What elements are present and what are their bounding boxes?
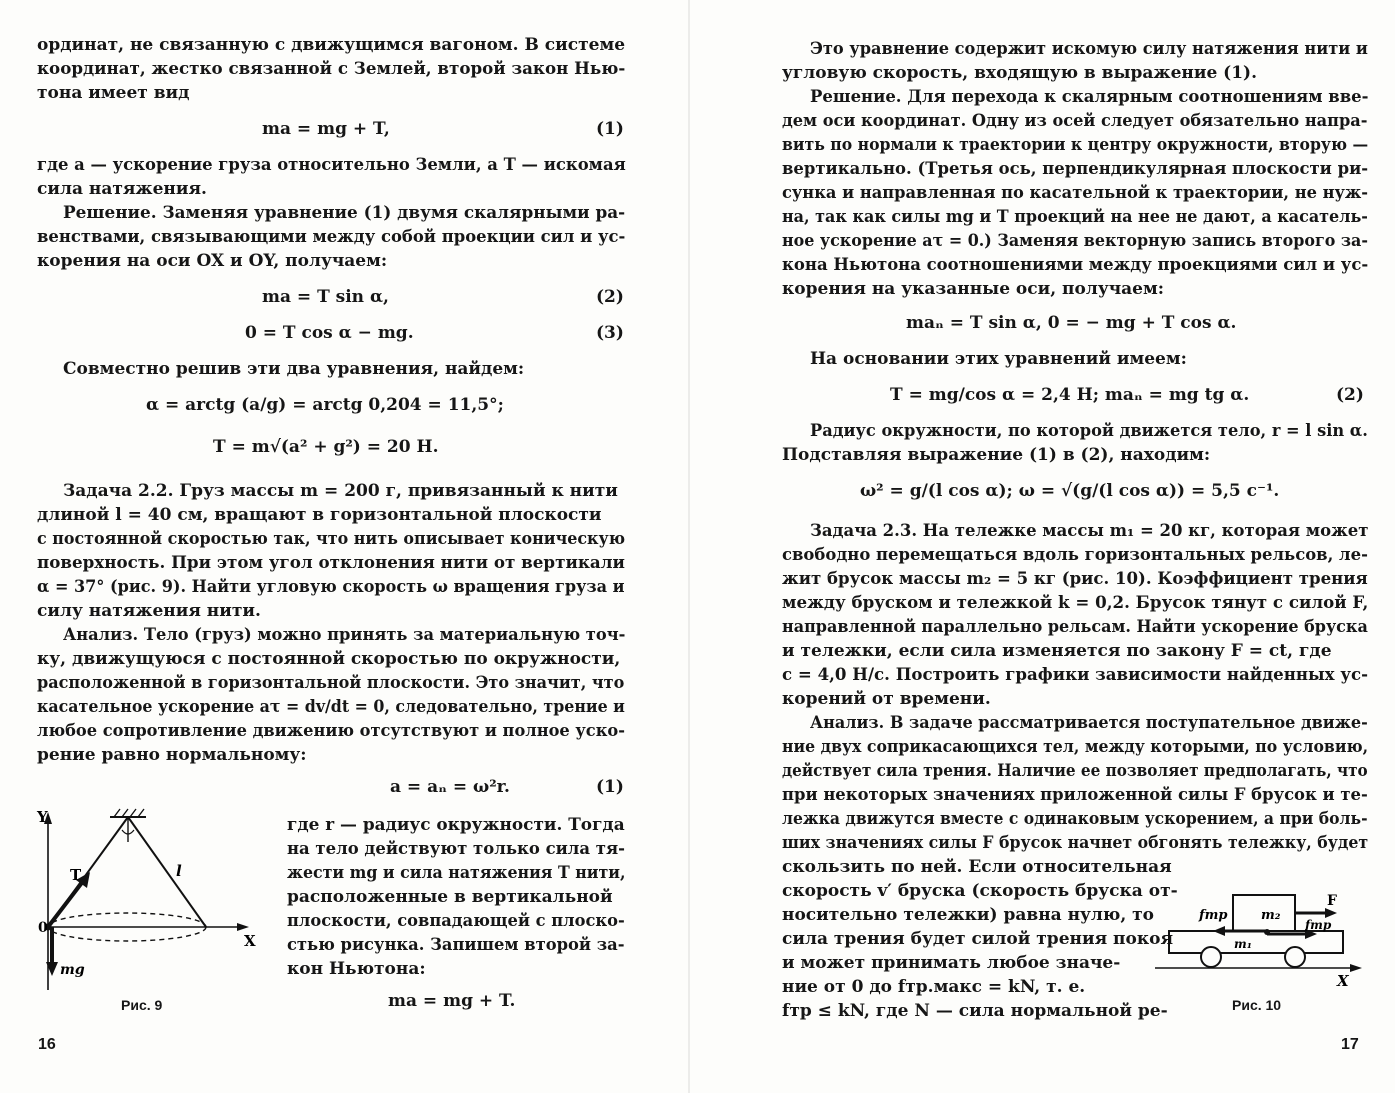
text-line: вертикально. (Третья ось, перпендикулярная плоскости ри- (782, 159, 1369, 179)
equation: ma = mg + T, (262, 119, 390, 139)
equation: T = mg/cos α = 2,4 Н; maₙ = mg tg α. (890, 385, 1250, 405)
cart-wheel-left (1201, 947, 1221, 967)
text-line: на, так как силы mg и T проекций на нее не дают, а касатель- (782, 207, 1368, 227)
friction-label-right: fтр (1305, 918, 1332, 932)
left-page (0, 0, 680, 1093)
text-line: стью рисунка. Запишем второй за- (287, 935, 625, 955)
text-line: носительно тележки) равна нулю, то (782, 905, 1155, 925)
x-axis-label: X (1337, 972, 1349, 990)
text-line: где r — радиус окружности. Тогда (287, 815, 625, 835)
origin-label: 0 (38, 920, 48, 936)
equation: a = aₙ = ω²r. (390, 777, 510, 797)
text-line: жести mg и сила натяжения T нити, (287, 863, 626, 883)
right-page (700, 0, 1395, 1093)
figure-cart-and-block (1155, 885, 1380, 990)
text-line: корения на оси OX и OY, получаем: (37, 251, 388, 271)
text-line: Анализ. Тело (груз) можно принять за материальную точ- (63, 625, 626, 645)
friction-on-block-arrowhead (1213, 926, 1225, 936)
x-axis-label: X (244, 932, 256, 950)
text-line: любое сопротивление движению отсутствуют и полное уско- (37, 721, 625, 741)
text-line: кон Ньютона: (287, 959, 426, 979)
text-line: fтр ≤ kN, где N — сила нормальной ре- (782, 1001, 1168, 1021)
text-line: при некоторых значениях приложенной силы F брусок и те- (782, 785, 1368, 805)
text-line: ное ускорение aτ = 0.) Заменяя векторную запись второго за- (782, 231, 1368, 251)
text-line: корений от времени. (782, 689, 991, 709)
equation: 0 = T cos α − mg. (245, 323, 414, 343)
force-arrowhead (1325, 908, 1337, 918)
text-line: жит брусок массы m₂ = 5 кг (рис. 10). Коэффициент трения (782, 569, 1368, 589)
x-axis-arrow (1350, 964, 1362, 972)
page-number: 17 (1341, 1036, 1359, 1053)
x-axis-arrow (237, 923, 249, 931)
text-line: и тележки, если сила изменяется по закону F = ct, где (782, 641, 1332, 661)
y-axis-label: Y (37, 808, 48, 826)
text-line: расположенные в вертикальной (287, 887, 613, 907)
equation-number: (1) (596, 119, 624, 139)
string-right (128, 817, 206, 927)
tension-label: T (70, 866, 82, 884)
text-line: плоскости, совпадающей с плоско- (287, 911, 625, 931)
text-line: скорость v′ бруска (скорость бруска от- (782, 881, 1178, 901)
text-line: Анализ. В задаче рассматривается поступательное движе- (810, 713, 1368, 733)
equation: maₙ = T sin α, 0 = − mg + T cos α. (906, 313, 1237, 333)
text-line: скользить по ней. Если относительная (782, 857, 1172, 877)
text-line: На основании этих уравнений имеем: (810, 349, 1187, 369)
friction-label-left: fтр (1199, 908, 1228, 923)
contact-point (1264, 929, 1270, 935)
figure-caption: Рис. 10 (1232, 997, 1282, 1013)
equation-number: (1) (596, 777, 624, 797)
text-line: поверхность. При этом угол отклонения нити от вертикали (37, 553, 625, 573)
length-label: l (176, 862, 182, 880)
text-line: силу натяжения нити. (37, 601, 261, 621)
text-line: Решение. Заменяя уравнение (1) двумя скалярными ра- (63, 203, 626, 223)
equation-number: (3) (596, 323, 624, 343)
text-line: Радиус окружности, по которой движется тело, r = l sin α. (810, 421, 1368, 441)
equation-number: (2) (1336, 385, 1364, 405)
text-line: с постоянной скоростью так, что нить описывает коническую (37, 529, 626, 549)
text-line: сила трения будет силой трения покоя (782, 929, 1173, 949)
block-mass-label: m₂ (1261, 908, 1281, 923)
text-line: длиной l = 40 см, вращают в горизонтальной плоскости (37, 505, 602, 525)
text-line: ших значениях силы F брусок начнет обгонять тележку, будет (782, 833, 1369, 853)
text-line: между бруском и тележкой k = 0,2. Брусок тянут с силой F, (782, 593, 1369, 613)
text-line: кона Ньютона соотношениями между проекциями сил и ус- (782, 255, 1369, 275)
equation: T = m√(a² + g²) = 20 Н. (213, 437, 439, 457)
force-label: F (1327, 893, 1337, 909)
ceiling-hatch (114, 809, 144, 817)
text-line: ние от 0 до fтр.макс = kN, т. е. (782, 977, 1086, 997)
figure-caption: Рис. 9 (121, 997, 163, 1013)
text-line: дем оси координат. Одну из осей следует обязательно напра- (782, 111, 1368, 131)
text-line: расположенной в горизонтальной плоскости. Это значит, что (37, 673, 625, 693)
figure-conical-pendulum (34, 800, 274, 990)
text-line: сунка и направленная по касательной к траектории, не нуж- (782, 183, 1369, 203)
text-line: на тело действуют только сила тя- (287, 839, 625, 859)
text-line: Задача 2.2. Груз массы m = 200 г, привязанный к нити (63, 481, 618, 501)
equation: ma = mg + T. (388, 991, 516, 1011)
text-line: координат, жестко связанной с Землей, второй закон Нью- (37, 59, 626, 79)
page-number: 16 (38, 1036, 56, 1053)
equation: α = arctg (a/g) = arctg 0,204 = 11,5°; (146, 395, 504, 415)
text-line: где a — ускорение груза относительно Земли, а T — искомая (37, 155, 626, 175)
text-line: c = 4,0 Н/с. Построить графики зависимости найденных ус- (782, 665, 1369, 685)
equation-number: (2) (596, 287, 624, 307)
text-line: вить по нормали к траектории к центру окружности, вторую — (782, 135, 1369, 155)
text-line: направленной параллельно рельсам. Найти ускорение бруска (782, 617, 1368, 637)
gravity-label: mg (60, 962, 85, 978)
text-line: рение равно нормальному: (37, 745, 307, 765)
text-line: Совместно решив эти два уравнения, найдем: (63, 359, 525, 379)
text-line: тона имеет вид (37, 83, 190, 103)
book-spine (688, 0, 690, 1093)
cart-mass-label: m₁ (1234, 937, 1252, 951)
text-line: α = 37° (рис. 9). Найти угловую скорость ω вращения груза и (37, 577, 625, 597)
text-line: венствами, связывающими между собой проекции сил и ус- (37, 227, 626, 247)
text-line: ку, движущуюся с постоянной скоростью по окружности, (37, 649, 621, 669)
tension-vector (48, 880, 84, 927)
text-line: Решение. Для перехода к скалярным соотношениям вве- (810, 87, 1369, 107)
text-line: сила натяжения. (37, 179, 207, 199)
text-line: корения на указанные оси, получаем: (782, 279, 1165, 299)
text-line: касательное ускорение aτ = dv/dt = 0, следовательно, трение и (37, 697, 625, 717)
text-line: ординат, не связанную с движущимся вагоном. В системе (37, 35, 626, 55)
text-line: Задача 2.3. На тележке массы m₁ = 20 кг, которая может (810, 521, 1369, 541)
text-line: угловую скорость, входящую в выражение (1). (782, 63, 1258, 83)
text-line: действует сила трения. Наличие ее позволяет предполагать, что (782, 761, 1368, 781)
text-line: ние двух соприкасающихся тел, между которыми, по условию, (782, 737, 1369, 757)
cart-wheel-right (1285, 947, 1305, 967)
equation: ma = T sin α, (262, 287, 389, 307)
cart-body (1169, 931, 1343, 953)
equation: ω² = g/(l cos α); ω = √(g/(l cos α)) = 5,5 с⁻¹. (860, 481, 1280, 501)
text-line: Это уравнение содержит искомую силу натяжения нити и (810, 39, 1368, 59)
text-line: и может принимать любое значе- (782, 953, 1121, 973)
text-line: Подставляя выражение (1) в (2), находим: (782, 445, 1211, 465)
text-line: свободно перемещаться вдоль горизонтальных рельсов, ле- (782, 545, 1368, 565)
text-line: лежка движутся вместе с одинаковым ускорением, а при боль- (782, 809, 1368, 829)
